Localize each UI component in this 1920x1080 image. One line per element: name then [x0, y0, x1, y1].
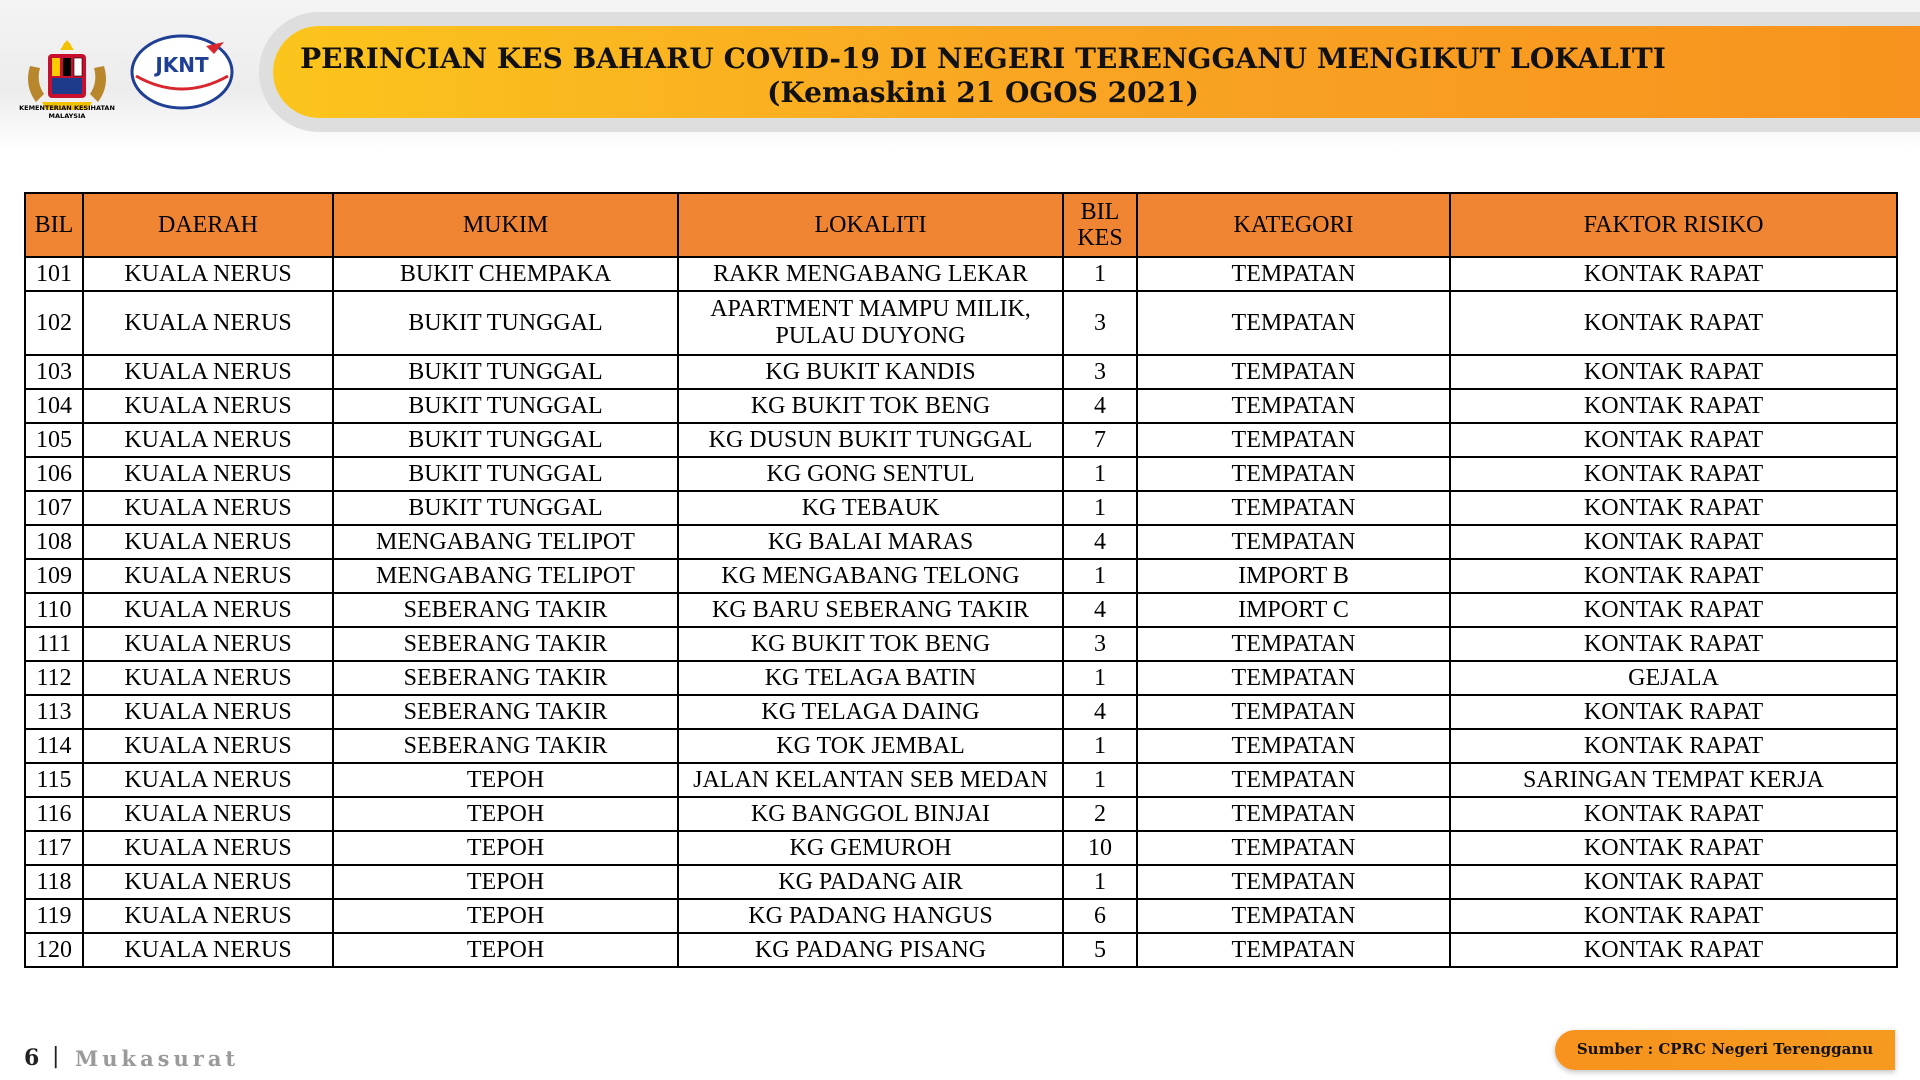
- col-header-lokaliti: LOKALITI: [678, 193, 1063, 257]
- cell-mukim: TEPOH: [333, 899, 678, 933]
- cell-bil: 111: [25, 627, 83, 661]
- cell-faktor-risiko: KONTAK RAPAT: [1450, 525, 1897, 559]
- cell-lokaliti: KG BUKIT KANDIS: [678, 355, 1063, 389]
- table-row: [25, 355, 1897, 389]
- cell-daerah: KUALA NERUS: [83, 389, 333, 423]
- cell-faktor-risiko: KONTAK RAPAT: [1450, 593, 1897, 627]
- cell-bil: 116: [25, 797, 83, 831]
- cell-daerah: KUALA NERUS: [83, 491, 333, 525]
- cases-table: [24, 192, 1898, 968]
- cell-daerah: KUALA NERUS: [83, 661, 333, 695]
- cell-daerah: KUALA NERUS: [83, 457, 333, 491]
- cell-kategori: IMPORT B: [1137, 559, 1450, 593]
- cell-bil-kes: 4: [1063, 695, 1137, 729]
- cell-faktor-risiko: KONTAK RAPAT: [1450, 865, 1897, 899]
- table-row: [25, 627, 1897, 661]
- table-row: [25, 865, 1897, 899]
- cell-faktor-risiko: KONTAK RAPAT: [1450, 457, 1897, 491]
- table-row: [25, 661, 1897, 695]
- cell-kategori: TEMPATAN: [1137, 661, 1450, 695]
- cell-kategori: TEMPATAN: [1137, 457, 1450, 491]
- cell-mukim: TEPOH: [333, 763, 678, 797]
- col-header-mukim: MUKIM: [333, 193, 678, 257]
- cell-lokaliti: KG TELAGA BATIN: [678, 661, 1063, 695]
- cell-bil-kes: 1: [1063, 491, 1137, 525]
- cell-lokaliti: KG GONG SENTUL: [678, 457, 1063, 491]
- cell-bil: 104: [25, 389, 83, 423]
- cell-bil: 110: [25, 593, 83, 627]
- footer-separator: |: [52, 1044, 60, 1069]
- table-row: [25, 797, 1897, 831]
- cell-daerah: KUALA NERUS: [83, 763, 333, 797]
- source-text: Sumber : CPRC Negeri Terengganu: [1576, 1040, 1874, 1058]
- cell-bil: 112: [25, 661, 83, 695]
- cell-mukim: TEPOH: [333, 933, 678, 967]
- jknt-logo-text: JKNT: [155, 53, 209, 77]
- cell-kategori: TEMPATAN: [1137, 423, 1450, 457]
- col-header-bil-kes: BIL KES: [1063, 193, 1137, 257]
- cell-lokaliti: KG PADANG PISANG: [678, 933, 1063, 967]
- cell-daerah: KUALA NERUS: [83, 525, 333, 559]
- cell-faktor-risiko: KONTAK RAPAT: [1450, 797, 1897, 831]
- cell-bil: 120: [25, 933, 83, 967]
- cell-mukim: BUKIT TUNGGAL: [333, 355, 678, 389]
- table-header-row: [25, 193, 1897, 257]
- cell-bil-kes: 4: [1063, 389, 1137, 423]
- cell-kategori: TEMPATAN: [1137, 933, 1450, 967]
- cell-faktor-risiko: KONTAK RAPAT: [1450, 423, 1897, 457]
- cell-mukim: BUKIT TUNGGAL: [333, 457, 678, 491]
- cell-lokaliti: KG DUSUN BUKIT TUNGGAL: [678, 423, 1063, 457]
- cell-daerah: KUALA NERUS: [83, 899, 333, 933]
- kkm-logo-caption: KEMENTERIAN KESIHATAN MALAYSIA: [19, 104, 115, 120]
- cell-mukim: SEBERANG TAKIR: [333, 695, 678, 729]
- cell-kategori: TEMPATAN: [1137, 763, 1450, 797]
- page-title: [273, 42, 1693, 110]
- table-row: [25, 593, 1897, 627]
- cell-bil-kes: 1: [1063, 661, 1137, 695]
- cell-daerah: KUALA NERUS: [83, 831, 333, 865]
- cell-bil-kes: 3: [1063, 627, 1137, 661]
- table-row: [25, 933, 1897, 967]
- cell-kategori: TEMPATAN: [1137, 695, 1450, 729]
- cell-mukim: TEPOH: [333, 865, 678, 899]
- cell-faktor-risiko: GEJALA: [1450, 661, 1897, 695]
- cell-kategori: TEMPATAN: [1137, 257, 1450, 291]
- cell-bil-kes: 1: [1063, 729, 1137, 763]
- col-header-daerah: DAERAH: [83, 193, 333, 257]
- cell-faktor-risiko: KONTAK RAPAT: [1450, 559, 1897, 593]
- cell-bil: 106: [25, 457, 83, 491]
- table-row: [25, 291, 1897, 355]
- cell-mukim: SEBERANG TAKIR: [333, 627, 678, 661]
- cell-mukim: BUKIT CHEMPAKA: [333, 257, 678, 291]
- col-header-faktor-risiko: FAKTOR RISIKO: [1450, 193, 1897, 257]
- page-label: Mukasurat: [75, 1046, 240, 1071]
- cell-mukim: SEBERANG TAKIR: [333, 729, 678, 763]
- cell-lokaliti: KG BUKIT TOK BENG: [678, 389, 1063, 423]
- title-line-1: PERINCIAN KES BAHARU COVID-19 DI NEGERI TERENGGANU MENGIKUT LOKALITI: [300, 42, 1666, 75]
- cell-lokaliti: KG PADANG AIR: [678, 865, 1063, 899]
- cell-mukim: BUKIT TUNGGAL: [333, 423, 678, 457]
- cell-faktor-risiko: KONTAK RAPAT: [1450, 257, 1897, 291]
- cell-bil-kes: 1: [1063, 457, 1137, 491]
- cell-bil: 101: [25, 257, 83, 291]
- cell-kategori: TEMPATAN: [1137, 899, 1450, 933]
- cell-daerah: KUALA NERUS: [83, 593, 333, 627]
- cell-bil-kes: 2: [1063, 797, 1137, 831]
- table-row: [25, 257, 1897, 291]
- cell-bil: 107: [25, 491, 83, 525]
- cell-lokaliti: JALAN KELANTAN SEB MEDAN: [678, 763, 1063, 797]
- cell-kategori: TEMPATAN: [1137, 355, 1450, 389]
- cell-mukim: MENGABANG TELIPOT: [333, 559, 678, 593]
- cell-bil-kes: 1: [1063, 559, 1137, 593]
- cell-faktor-risiko: KONTAK RAPAT: [1450, 899, 1897, 933]
- cell-kategori: TEMPATAN: [1137, 831, 1450, 865]
- cell-faktor-risiko: KONTAK RAPAT: [1450, 729, 1897, 763]
- cell-faktor-risiko: SARINGAN TEMPAT KERJA: [1450, 763, 1897, 797]
- cell-bil-kes: 1: [1063, 763, 1137, 797]
- page-number: 6: [24, 1045, 40, 1071]
- cell-lokaliti: KG TELAGA DAING: [678, 695, 1063, 729]
- cell-kategori: TEMPATAN: [1137, 291, 1450, 355]
- cell-bil: 114: [25, 729, 83, 763]
- cell-kategori: TEMPATAN: [1137, 729, 1450, 763]
- table-row: [25, 559, 1897, 593]
- cell-faktor-risiko: KONTAK RAPAT: [1450, 695, 1897, 729]
- cell-bil: 109: [25, 559, 83, 593]
- cell-lokaliti: KG BANGGOL BINJAI: [678, 797, 1063, 831]
- cell-lokaliti: KG TEBAUK: [678, 491, 1063, 525]
- cell-bil: 115: [25, 763, 83, 797]
- cell-bil: 113: [25, 695, 83, 729]
- cell-faktor-risiko: KONTAK RAPAT: [1450, 933, 1897, 967]
- cell-daerah: KUALA NERUS: [83, 797, 333, 831]
- cell-lokaliti: KG GEMUROH: [678, 831, 1063, 865]
- cell-faktor-risiko: KONTAK RAPAT: [1450, 355, 1897, 389]
- cell-faktor-risiko: KONTAK RAPAT: [1450, 291, 1897, 355]
- table-body: [25, 257, 1897, 967]
- cell-daerah: KUALA NERUS: [83, 355, 333, 389]
- cell-faktor-risiko: KONTAK RAPAT: [1450, 627, 1897, 661]
- cell-bil-kes: 7: [1063, 423, 1137, 457]
- cell-bil: 105: [25, 423, 83, 457]
- cell-daerah: KUALA NERUS: [83, 423, 333, 457]
- cell-bil-kes: 3: [1063, 355, 1137, 389]
- cell-daerah: KUALA NERUS: [83, 695, 333, 729]
- cell-mukim: BUKIT TUNGGAL: [333, 389, 678, 423]
- title-line-2: (Kemaskini 21 OGOS 2021): [767, 76, 1199, 109]
- jknt-logo: [128, 32, 236, 112]
- cell-bil-kes: 6: [1063, 899, 1137, 933]
- cell-lokaliti: KG MENGABANG TELONG: [678, 559, 1063, 593]
- cell-bil-kes: 4: [1063, 525, 1137, 559]
- cell-lokaliti: KG BARU SEBERANG TAKIR: [678, 593, 1063, 627]
- col-header-kategori: KATEGORI: [1137, 193, 1450, 257]
- col-header-bil: BIL: [25, 193, 83, 257]
- cell-bil: 118: [25, 865, 83, 899]
- cell-bil-kes: 1: [1063, 257, 1137, 291]
- cell-lokaliti: KG BUKIT TOK BENG: [678, 627, 1063, 661]
- cell-mukim: TEPOH: [333, 831, 678, 865]
- cell-lokaliti: RAKR MENGABANG LEKAR: [678, 257, 1063, 291]
- table-row: [25, 899, 1897, 933]
- table-row: [25, 457, 1897, 491]
- cell-bil: 103: [25, 355, 83, 389]
- cell-bil-kes: 3: [1063, 291, 1137, 355]
- cell-mukim: BUKIT TUNGGAL: [333, 491, 678, 525]
- cell-mukim: MENGABANG TELIPOT: [333, 525, 678, 559]
- table-row: [25, 423, 1897, 457]
- cell-daerah: KUALA NERUS: [83, 257, 333, 291]
- table-row: [25, 491, 1897, 525]
- cell-bil-kes: 4: [1063, 593, 1137, 627]
- cell-daerah: KUALA NERUS: [83, 291, 333, 355]
- cell-faktor-risiko: KONTAK RAPAT: [1450, 389, 1897, 423]
- cell-bil: 117: [25, 831, 83, 865]
- table-row: [25, 389, 1897, 423]
- cell-bil: 102: [25, 291, 83, 355]
- cell-lokaliti: KG BALAI MARAS: [678, 525, 1063, 559]
- cell-lokaliti: KG PADANG HANGUS: [678, 899, 1063, 933]
- cell-kategori: TEMPATAN: [1137, 797, 1450, 831]
- cell-mukim: TEPOH: [333, 797, 678, 831]
- cell-faktor-risiko: KONTAK RAPAT: [1450, 491, 1897, 525]
- cell-bil-kes: 1: [1063, 865, 1137, 899]
- cell-kategori: IMPORT C: [1137, 593, 1450, 627]
- cell-mukim: BUKIT TUNGGAL: [333, 291, 678, 355]
- cell-daerah: KUALA NERUS: [83, 627, 333, 661]
- table-row: [25, 831, 1897, 865]
- cell-bil: 108: [25, 525, 83, 559]
- table-row: [25, 695, 1897, 729]
- cell-daerah: KUALA NERUS: [83, 865, 333, 899]
- table-row: [25, 525, 1897, 559]
- cell-mukim: SEBERANG TAKIR: [333, 661, 678, 695]
- cell-bil-kes: 10: [1063, 831, 1137, 865]
- cell-kategori: TEMPATAN: [1137, 627, 1450, 661]
- cell-bil: 119: [25, 899, 83, 933]
- cell-kategori: TEMPATAN: [1137, 525, 1450, 559]
- table-row: [25, 729, 1897, 763]
- cell-faktor-risiko: KONTAK RAPAT: [1450, 831, 1897, 865]
- table-row: [25, 763, 1897, 797]
- cell-kategori: TEMPATAN: [1137, 389, 1450, 423]
- cell-mukim: SEBERANG TAKIR: [333, 593, 678, 627]
- cell-daerah: KUALA NERUS: [83, 933, 333, 967]
- cell-kategori: TEMPATAN: [1137, 865, 1450, 899]
- cell-lokaliti: KG TOK JEMBAL: [678, 729, 1063, 763]
- cell-daerah: KUALA NERUS: [83, 559, 333, 593]
- cell-daerah: KUALA NERUS: [83, 729, 333, 763]
- cell-lokaliti: APARTMENT MAMPU MILIK, PULAU DUYONG: [678, 291, 1063, 355]
- cell-bil-kes: 5: [1063, 933, 1137, 967]
- cell-kategori: TEMPATAN: [1137, 491, 1450, 525]
